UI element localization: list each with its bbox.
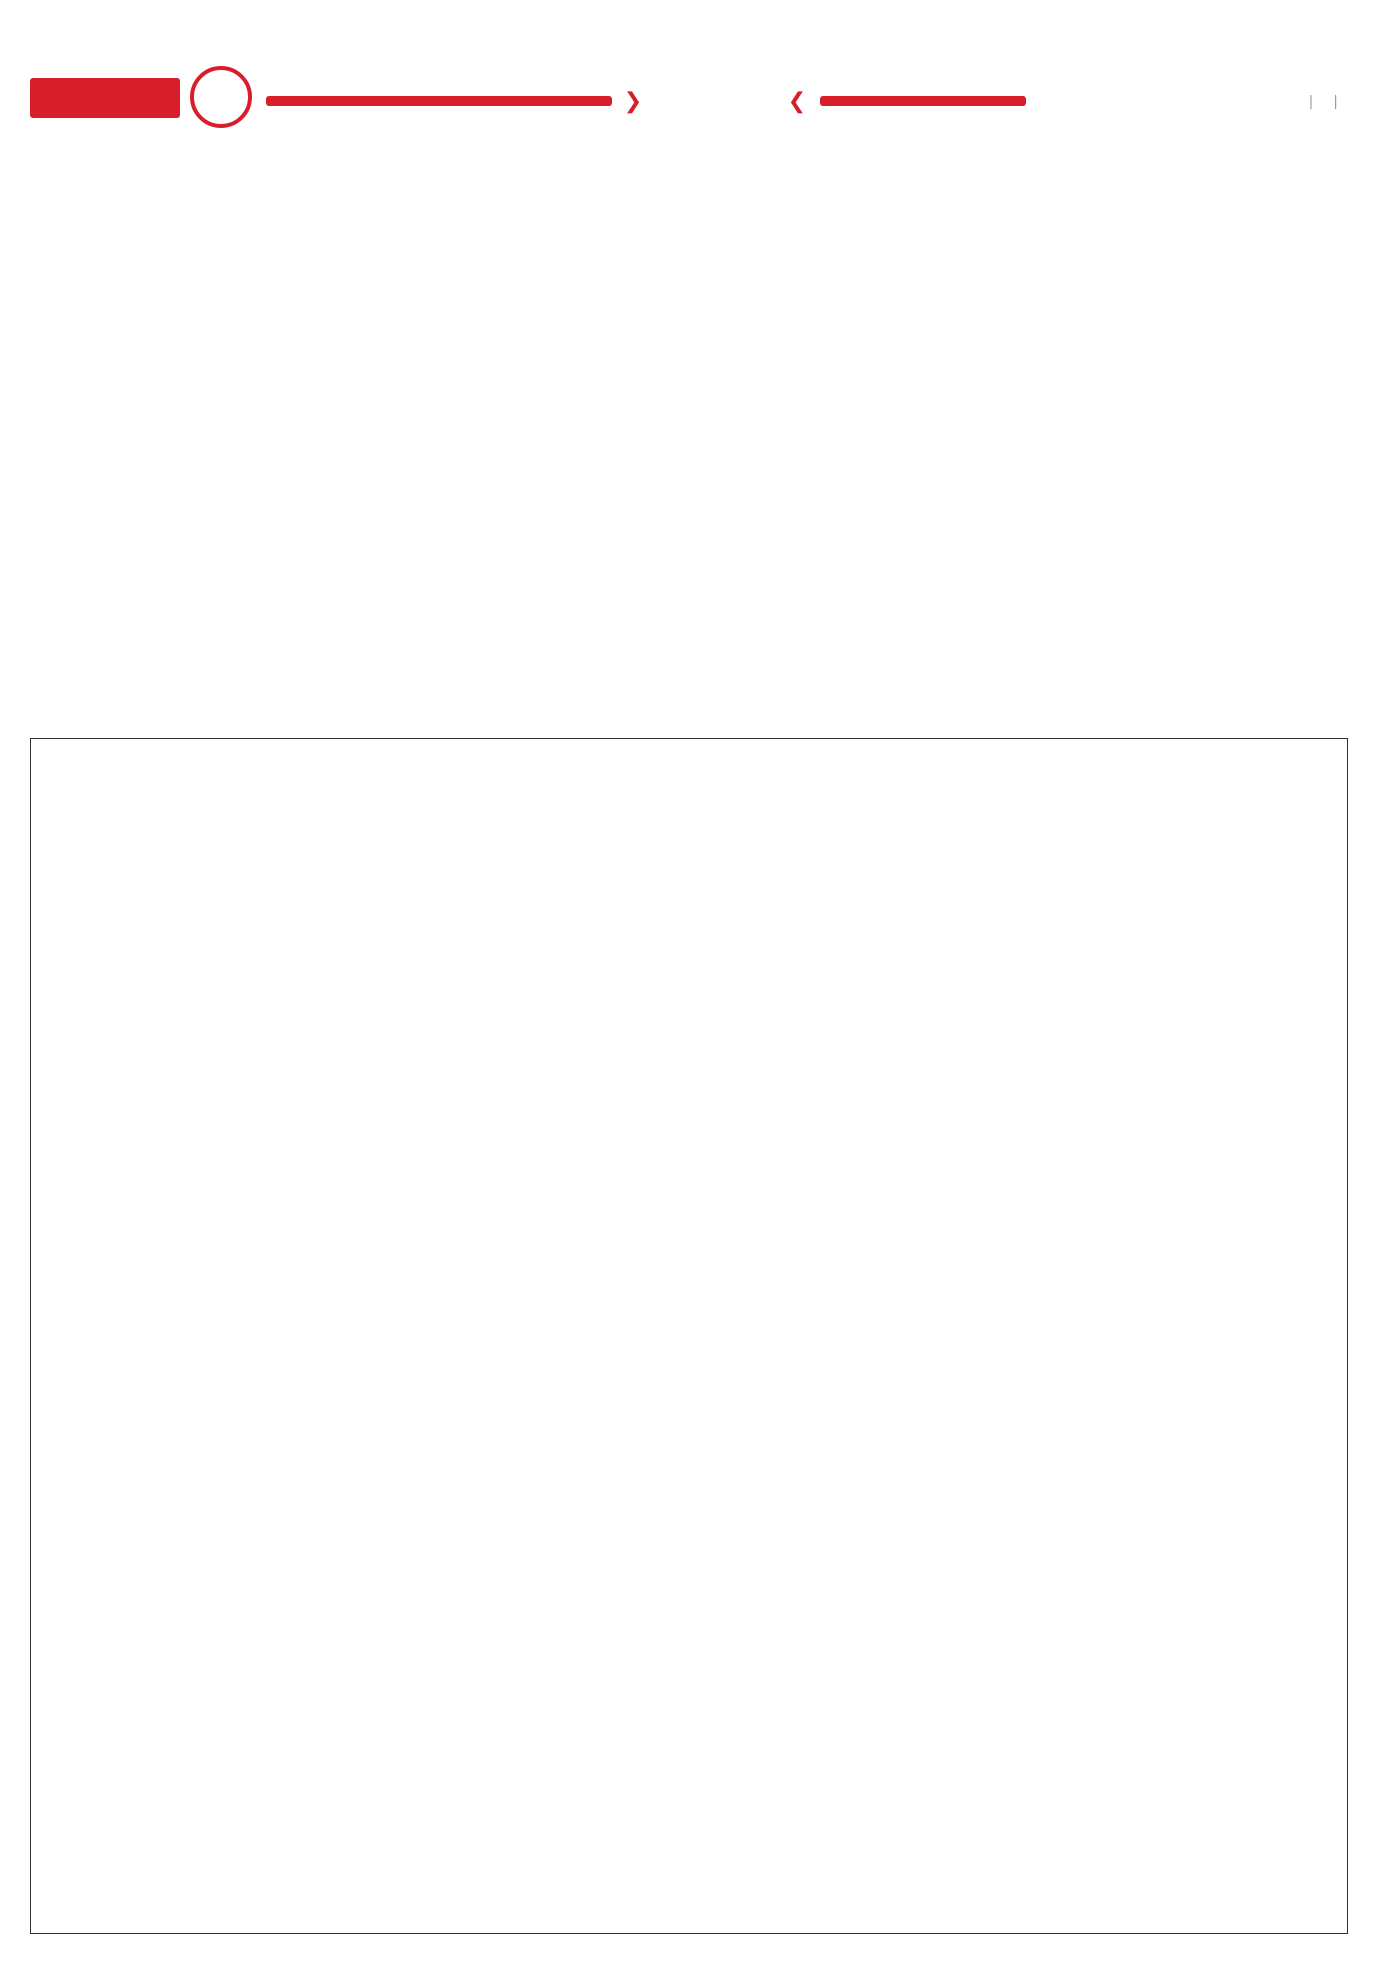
logo-wordmark <box>30 78 180 118</box>
header-rule-right <box>820 96 1026 106</box>
page-header <box>30 60 1348 140</box>
issue-info: | | <box>1308 94 1338 110</box>
chevron-right-icon: ❯ <box>787 88 807 114</box>
newspaper-logo[interactable] <box>30 62 180 136</box>
bottom-notices-grid <box>30 738 1348 1934</box>
chevron-left-icon: ❮ <box>623 88 643 114</box>
header-rule-left <box>266 96 612 106</box>
page-number <box>190 66 252 128</box>
